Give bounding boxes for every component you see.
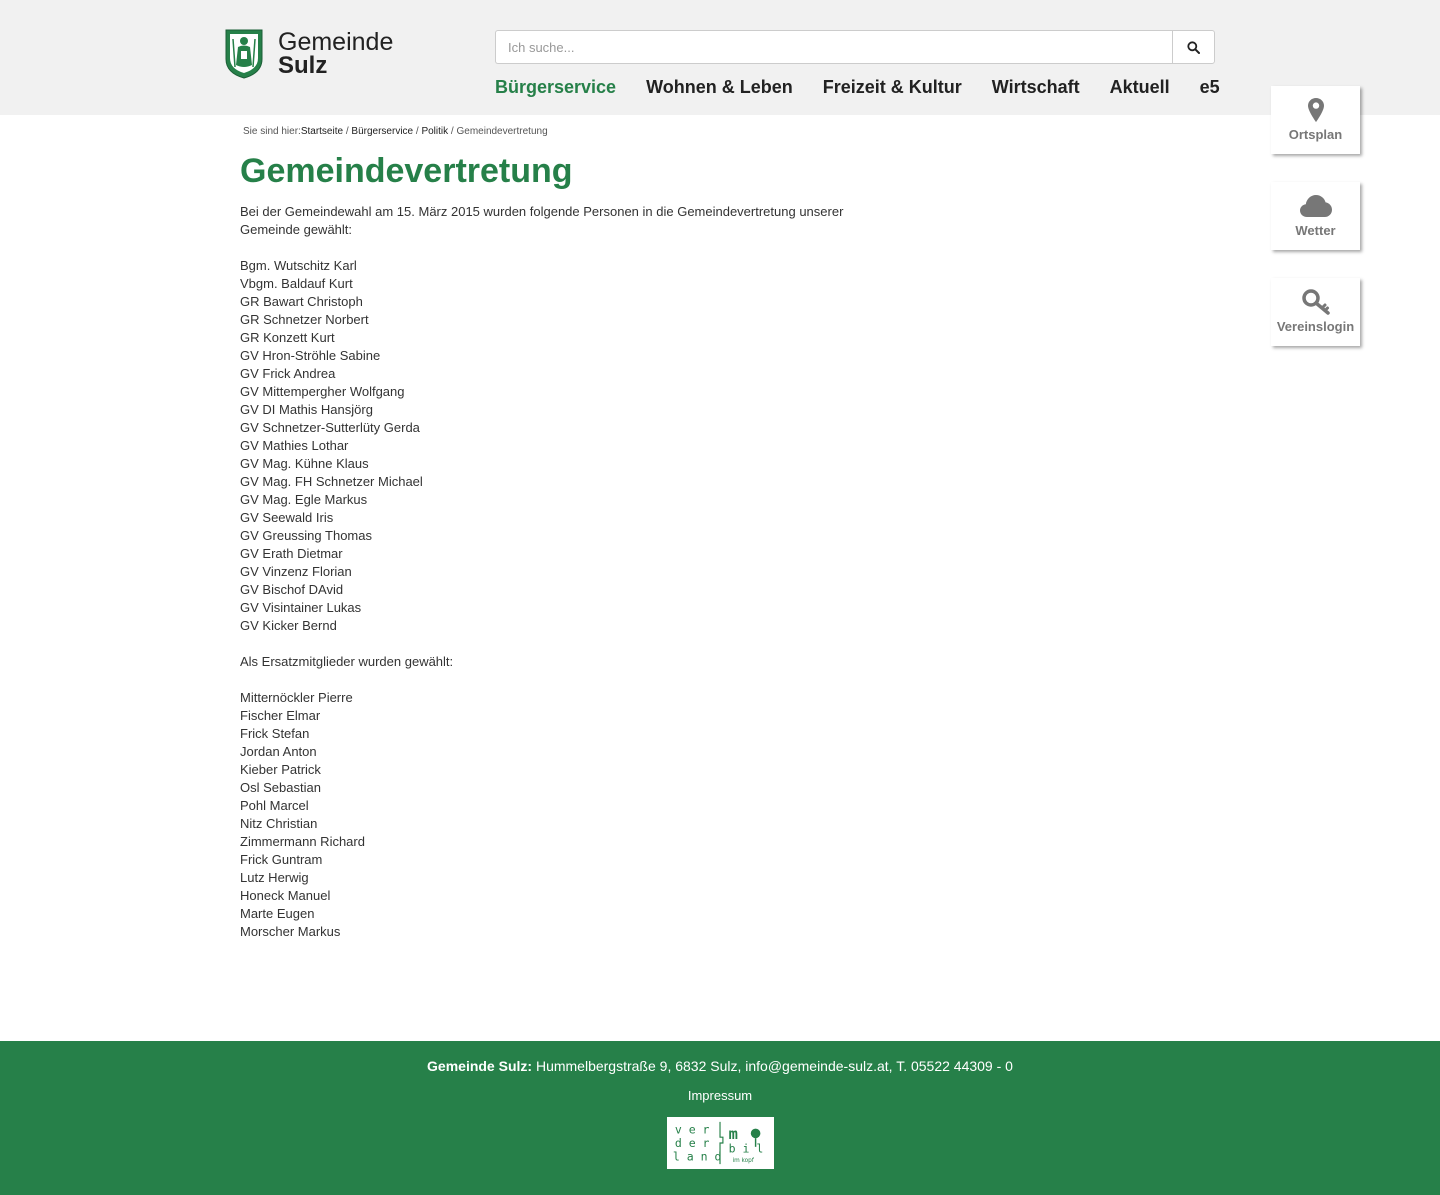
substitute-list-item: Kieber Patrick xyxy=(240,762,321,777)
member-list-item: GR Konzett Kurt xyxy=(240,330,335,345)
map-pin-icon xyxy=(1308,98,1324,122)
breadcrumb-separator: / xyxy=(413,126,422,137)
footer-address-text: Hummelbergstraße 9, 6832 Sulz, info@gemeinde-sulz.at, T. 05522 44309 - 0 xyxy=(532,1058,1013,1074)
cloud-icon xyxy=(1300,195,1332,217)
partner-logo-line1: v e r xyxy=(674,1122,710,1137)
substitute-list-item: Pohl Marcel xyxy=(240,798,309,813)
substitute-list-item: Nitz Christian xyxy=(240,816,318,831)
main-nav xyxy=(495,76,1220,98)
member-list-item: GV Frick Andrea xyxy=(240,366,336,381)
page-title: Gemeindevertretung xyxy=(240,152,573,190)
key-icon xyxy=(1302,289,1330,315)
partner-logo[interactable] xyxy=(667,1117,774,1169)
wetter-button[interactable] xyxy=(1271,182,1360,250)
breadcrumb-separator: / xyxy=(448,126,457,137)
breadcrumb-startseite[interactable]: Startseite xyxy=(300,126,344,137)
search-icon xyxy=(1187,41,1200,54)
footer-address xyxy=(0,1058,1440,1074)
substitute-list-item: Mitternöckler Pierre xyxy=(240,690,353,705)
wetter-label: Wetter xyxy=(1295,223,1336,238)
member-list-item: GV Mathies Lothar xyxy=(240,438,349,453)
member-list-item: GV Bischof DAvid xyxy=(240,582,344,597)
substitute-list-item: Jordan Anton xyxy=(240,744,317,759)
substitute-list-item: Morscher Markus xyxy=(240,924,341,939)
search-bar xyxy=(495,30,1215,64)
search-button[interactable] xyxy=(1172,30,1215,64)
partner-logo-m: m xyxy=(728,1125,738,1144)
logo-text-gemeinde: Gemeinde xyxy=(278,28,394,56)
search-input[interactable] xyxy=(495,30,1172,64)
substitute-list-item: Honeck Manuel xyxy=(240,888,331,903)
vereinslogin-button[interactable] xyxy=(1271,278,1360,346)
vereinslogin-label: Vereinslogin xyxy=(1276,319,1355,334)
member-list-item: GV Mag. Kühne Klaus xyxy=(240,456,369,471)
breadcrumb-politik[interactable]: Politik xyxy=(421,126,449,137)
member-list-item: GV Mittempergher Wolfgang xyxy=(240,384,405,399)
member-list-item: GR Bawart Christoph xyxy=(240,294,363,309)
member-list-item: GV Vinzenz Florian xyxy=(240,564,352,579)
substitute-list-item: Lutz Herwig xyxy=(240,870,309,885)
nav-item-e5[interactable]: e5 xyxy=(1199,77,1220,97)
partner-logo-imkopf: im kopf xyxy=(732,1158,754,1165)
nav-item-wohnen-leben[interactable]: Wohnen & Leben xyxy=(646,77,793,97)
member-list-item: GV Seewald Iris xyxy=(240,510,334,525)
nav-item-freizeit-kultur[interactable]: Freizeit & Kultur xyxy=(822,77,962,97)
ortsplan-button[interactable] xyxy=(1271,86,1360,154)
member-list-item: GV Mag. Egle Markus xyxy=(240,492,368,507)
member-list-item: GV Mag. FH Schnetzer Michael xyxy=(240,474,423,489)
substitute-list-item: Frick Stefan xyxy=(240,726,310,741)
ortsplan-label: Ortsplan xyxy=(1288,127,1343,142)
substitute-list-item: Marte Eugen xyxy=(240,906,315,921)
substitute-list-item: Osl Sebastian xyxy=(240,780,321,795)
footer-org: Gemeinde Sulz: xyxy=(427,1058,533,1074)
breadcrumb-current: Gemeindevertretung xyxy=(456,126,548,137)
partner-logo-line2: d e r xyxy=(674,1135,710,1150)
substitutes-intro: Als Ersatzmitglieder wurden gewählt: xyxy=(240,654,454,669)
site-footer xyxy=(0,1041,1440,1195)
nav-item-aktuell[interactable]: Aktuell xyxy=(1109,77,1170,97)
member-list-item: GV DI Mathis Hansjörg xyxy=(240,402,373,417)
partner-logo-bil: b i l xyxy=(728,1141,764,1156)
substitute-list-item: Fischer Elmar xyxy=(240,708,321,723)
breadcrumb-buergerservice[interactable]: Bürgerservice xyxy=(351,126,414,137)
crest-icon xyxy=(225,29,263,79)
intro-text: Bei der Gemeindewahl am 15. März 2015 wurden folgende Personen in die Gemeindevertretung unserer Gemeinde gewählt: xyxy=(240,204,844,237)
site-header xyxy=(0,0,1440,115)
substitute-list-item: Frick Guntram xyxy=(240,852,323,867)
partner-logo-line3: l a n d xyxy=(672,1149,722,1164)
member-list-item: GV Visintainer Lukas xyxy=(240,600,362,615)
member-list-item: Vbgm. Baldauf Kurt xyxy=(240,276,353,291)
breadcrumb-prefix: Sie sind hier: xyxy=(243,126,301,137)
nav-item-wirtschaft[interactable]: Wirtschaft xyxy=(991,77,1080,97)
member-list-item: GV Schnetzer-Sutterlüty Gerda xyxy=(240,420,420,435)
member-list-item: GV Erath Dietmar xyxy=(240,546,343,561)
member-list-item: GV Greussing Thomas xyxy=(240,528,372,543)
impressum-link[interactable]: Impressum xyxy=(687,1088,753,1103)
logo-text-sulz: Sulz xyxy=(278,52,328,79)
breadcrumb-separator: / xyxy=(343,126,352,137)
substitute-list-item: Zimmermann Richard xyxy=(240,834,365,849)
member-list-item: GV Kicker Bernd xyxy=(240,618,337,633)
substitutes-list xyxy=(240,689,860,941)
site-logo[interactable] xyxy=(225,29,393,79)
breadcrumb xyxy=(243,126,548,137)
main-content xyxy=(240,203,860,941)
members-list xyxy=(240,257,860,635)
nav-item-buergerservice[interactable]: Bürgerservice xyxy=(495,77,617,97)
member-list-item: Bgm. Wutschitz Karl xyxy=(240,258,357,273)
member-list-item: GV Hron-Ströhle Sabine xyxy=(240,348,381,363)
member-list-item: GR Schnetzer Norbert xyxy=(240,312,369,327)
